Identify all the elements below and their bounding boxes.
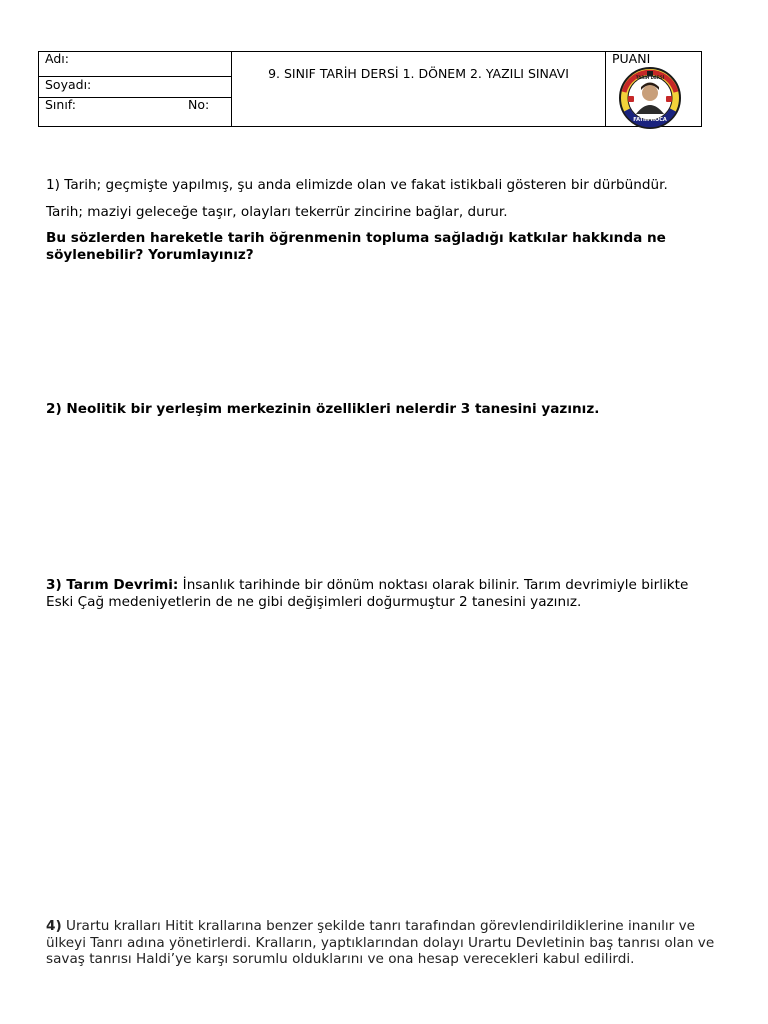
name-label: Adı: <box>45 51 69 66</box>
class-row <box>39 98 231 126</box>
q1-line2: Tarih; maziyi geleceğe taşır, olayları tekerrür zincirine bağlar, durur. <box>46 204 508 220</box>
q2-question: 2) Neolitik bir yerleşim merkezinin özellikleri nelerdir 3 tanesini yazınız. <box>46 401 600 417</box>
surname-row <box>39 77 231 98</box>
q3-question <box>46 577 718 610</box>
score-cell <box>606 52 701 126</box>
q3-lead: 3) Tarım Devrimi: <box>46 577 179 593</box>
logo-bottom-text: FATİH HOCA <box>633 117 667 123</box>
score-label: PUANI <box>612 51 651 66</box>
q1-line1: 1) Tarih; geçmişte yapılmış, şu anda elimizde olan ve fakat istikbali gösteren bir dürbündür. <box>46 177 668 193</box>
exam-title: 9. SINIF TARİH DERSİ 1. DÖNEM 2. YAZILI SINAVI <box>268 66 569 81</box>
exam-header-table <box>38 51 702 127</box>
fatih-hoca-logo <box>618 66 682 130</box>
class-label: Sınıf: <box>45 97 76 112</box>
name-row <box>39 52 231 77</box>
logo-top-text: TARİH DERSİ <box>635 75 665 80</box>
q4-lead: 4) <box>46 918 62 934</box>
q3-text: İnsanlık tarihinde bir dönüm noktası olarak bilinir. Tarım devrimiyle birlikte Eski Çağ medeniyetlerin de ne gibi değişimleri doğurmuştur 2 tanesini yazınız. <box>46 577 689 610</box>
number-label: No: <box>188 97 210 112</box>
q1-question: Bu sözlerden hareketle tarih öğrenmenin topluma sağladığı katkılar hakkında ne söylenebilir? Yorumlayınız? <box>46 230 666 263</box>
exam-title-cell <box>232 52 606 126</box>
surname-label: Soyadı: <box>45 77 92 92</box>
student-info-column <box>39 52 232 126</box>
q4-text: Urartu kralları Hitit krallarına benzer şekilde tanrı tarafından görevlendirildiklerine inanılır ve ülkeyi Tanrı adına yönetirlerdi. Kralların, yaptıklarından dolayı Urartu Devletinin baş tanrısı olan ve savaş tanrısı Haldi’ye karşı sorumlu olduklarını ve ona hesap verecekleri kabul edilirdi. <box>46 918 715 967</box>
q4-passage <box>46 918 718 968</box>
